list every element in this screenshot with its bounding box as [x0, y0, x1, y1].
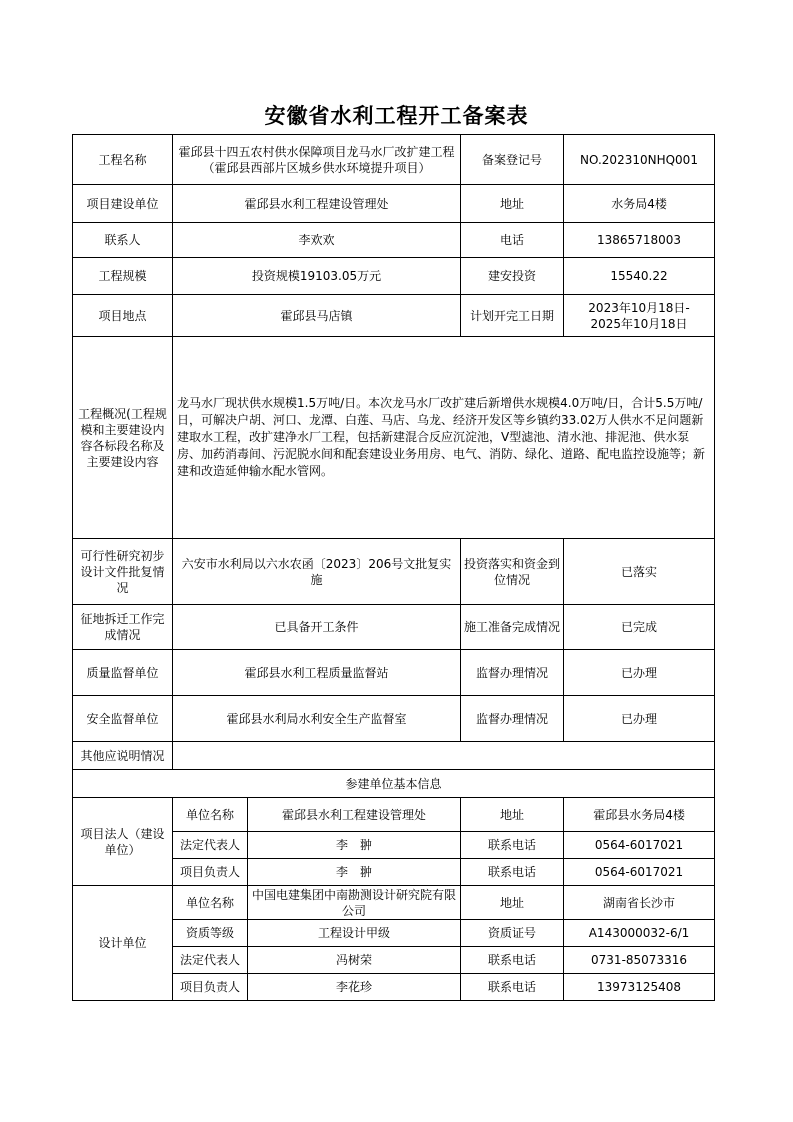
- row-land: [73, 605, 715, 650]
- quality-label: 质量监督单位: [73, 650, 173, 696]
- location-value: 霍邱县马店镇: [173, 295, 461, 337]
- designer-legal-phone-label: 联系电话: [461, 947, 564, 974]
- designer-legal-value: 冯树荣: [248, 947, 461, 974]
- address-label: 地址: [461, 185, 564, 223]
- address-value: 水务局4楼: [564, 185, 715, 223]
- funding-label: 投资落实和资金到位情况: [461, 539, 564, 605]
- designer-unit-label: 单位名称: [173, 886, 248, 920]
- row-quality: [73, 650, 715, 696]
- owner-address-label: 地址: [461, 798, 564, 832]
- other-label: 其他应说明情况: [73, 742, 173, 770]
- document-title: 安徽省水利工程开工备案表: [264, 104, 529, 128]
- designer-manager-phone-value: 13973125408: [564, 974, 715, 1001]
- project-name-line1: 霍邱县十四五农村供水保障项目龙马水厂改扩建工程: [178, 144, 455, 159]
- record-no-value: NO.202310NHQ001: [564, 135, 715, 185]
- safety-status-label: 监督办理情况: [461, 696, 564, 742]
- builder-value: 霍邱县水利工程建设管理处: [173, 185, 461, 223]
- designer-cert-value: A143000032-6/1: [564, 920, 715, 947]
- quality-status-value: 已办理: [564, 650, 715, 696]
- prep-label: 施工准备完成情况: [461, 605, 564, 650]
- safety-label: 安全监督单位: [73, 696, 173, 742]
- row-feasibility: [73, 539, 715, 605]
- owner-unit-label: 单位名称: [173, 798, 248, 832]
- owner-unit-value: 霍邱县水利工程建设管理处: [248, 798, 461, 832]
- project-name-label: 工程名称: [73, 135, 173, 185]
- designer-address-value: 湖南省长沙市: [564, 886, 715, 920]
- owner-manager-value: 李 翀: [248, 859, 461, 886]
- row-other: [73, 742, 715, 770]
- scale-value: 投资规模19103.05万元: [173, 258, 461, 295]
- feasibility-value: 六安市水利局以六水农函〔2023〕206号文批复实施: [173, 539, 461, 605]
- end-date: 2025年10月18日: [590, 316, 688, 331]
- owner-legal-label: 法定代表人: [173, 832, 248, 859]
- quality-status-label: 监督办理情况: [461, 650, 564, 696]
- dates-label: 计划开完工日期: [461, 295, 564, 337]
- owner-manager-phone-value: 0564-6017021: [564, 859, 715, 886]
- designer-legal-label: 法定代表人: [173, 947, 248, 974]
- designer-unit-value: 中国电建集团中南勘测设计研究院有限公司: [248, 886, 461, 920]
- row-scale: [73, 258, 715, 295]
- overview-value: 龙马水厂现状供水规模1.5万吨/日。本次龙马水厂改扩建后新增供水规模4.0万吨/日，合计5.5万吨/日，可解决户胡、河口、龙潭、白莲、马店、乌龙、经济开发区等乡镇约33.02万人供水不足问题新建取水工程，改扩建净水厂工程，包括新建混合反应沉淀池，V型滤池、清水池、排泥池、供水泵房、加药消毒间、污泥脱水间和配套建设业务用房、电气、消防、绿化、道路、配电监控设施等；新建和改造延伸输水配水管网。: [173, 337, 715, 539]
- overview-label: 工程概况(工程规模和主要建设内容各标段名称及主要建设内容: [73, 337, 173, 539]
- dates-value: [564, 295, 715, 337]
- land-label: 征地拆迁工作完成情况: [73, 605, 173, 650]
- land-value: 已具备开工条件: [173, 605, 461, 650]
- phone-value: 13865718003: [564, 223, 715, 258]
- feasibility-label: 可行性研究初步设计文件批复情况: [73, 539, 173, 605]
- owner-address-value: 霍邱县水务局4楼: [564, 798, 715, 832]
- owner-group-label: 项目法人（建设单位）: [73, 798, 173, 886]
- row-designer-unit: [73, 886, 715, 920]
- prep-value: 已完成: [564, 605, 715, 650]
- phone-label: 电话: [461, 223, 564, 258]
- owner-manager-phone-label: 联系电话: [461, 859, 564, 886]
- safety-status-value: 已办理: [564, 696, 715, 742]
- designer-grade-label: 资质等级: [173, 920, 248, 947]
- row-builder: [73, 185, 715, 223]
- designer-group-label: 设计单位: [73, 886, 173, 1001]
- row-overview: [73, 337, 715, 539]
- owner-legal-phone-value: 0564-6017021: [564, 832, 715, 859]
- designer-manager-value: 李花珍: [248, 974, 461, 1001]
- project-name-line2: （霍邱县西部片区城乡供水环境提升项目）: [202, 160, 431, 175]
- builder-label: 项目建设单位: [73, 185, 173, 223]
- owner-legal-value: 李 翀: [248, 832, 461, 859]
- participants-section-title: 参建单位基本信息: [73, 770, 715, 798]
- row-section-header: [73, 770, 715, 798]
- project-name-value: [173, 135, 461, 185]
- scale-label: 工程规模: [73, 258, 173, 295]
- row-project-name: [73, 135, 715, 185]
- row-safety: [73, 696, 715, 742]
- designer-manager-phone-label: 联系电话: [461, 974, 564, 1001]
- owner-legal-phone-label: 联系电话: [461, 832, 564, 859]
- safety-value: 霍邱县水利局水利安全生产监督室: [173, 696, 461, 742]
- quality-value: 霍邱县水利工程质量监督站: [173, 650, 461, 696]
- row-location: [73, 295, 715, 337]
- install-invest-value: 15540.22: [564, 258, 715, 295]
- record-no-label: 备案登记号: [461, 135, 564, 185]
- location-label: 项目地点: [73, 295, 173, 337]
- designer-cert-label: 资质证号: [461, 920, 564, 947]
- row-contact: [73, 223, 715, 258]
- designer-legal-phone-value: 0731-85073316: [564, 947, 715, 974]
- install-invest-label: 建安投资: [461, 258, 564, 295]
- designer-grade-value: 工程设计甲级: [248, 920, 461, 947]
- filing-table: [72, 134, 715, 1001]
- designer-manager-label: 项目负责人: [173, 974, 248, 1001]
- contact-value: 李欢欢: [173, 223, 461, 258]
- other-value: [173, 742, 715, 770]
- funding-value: 已落实: [564, 539, 715, 605]
- start-date: 2023年10月18日-: [588, 300, 690, 315]
- designer-address-label: 地址: [461, 886, 564, 920]
- owner-manager-label: 项目负责人: [173, 859, 248, 886]
- row-owner-unit: [73, 798, 715, 832]
- contact-label: 联系人: [73, 223, 173, 258]
